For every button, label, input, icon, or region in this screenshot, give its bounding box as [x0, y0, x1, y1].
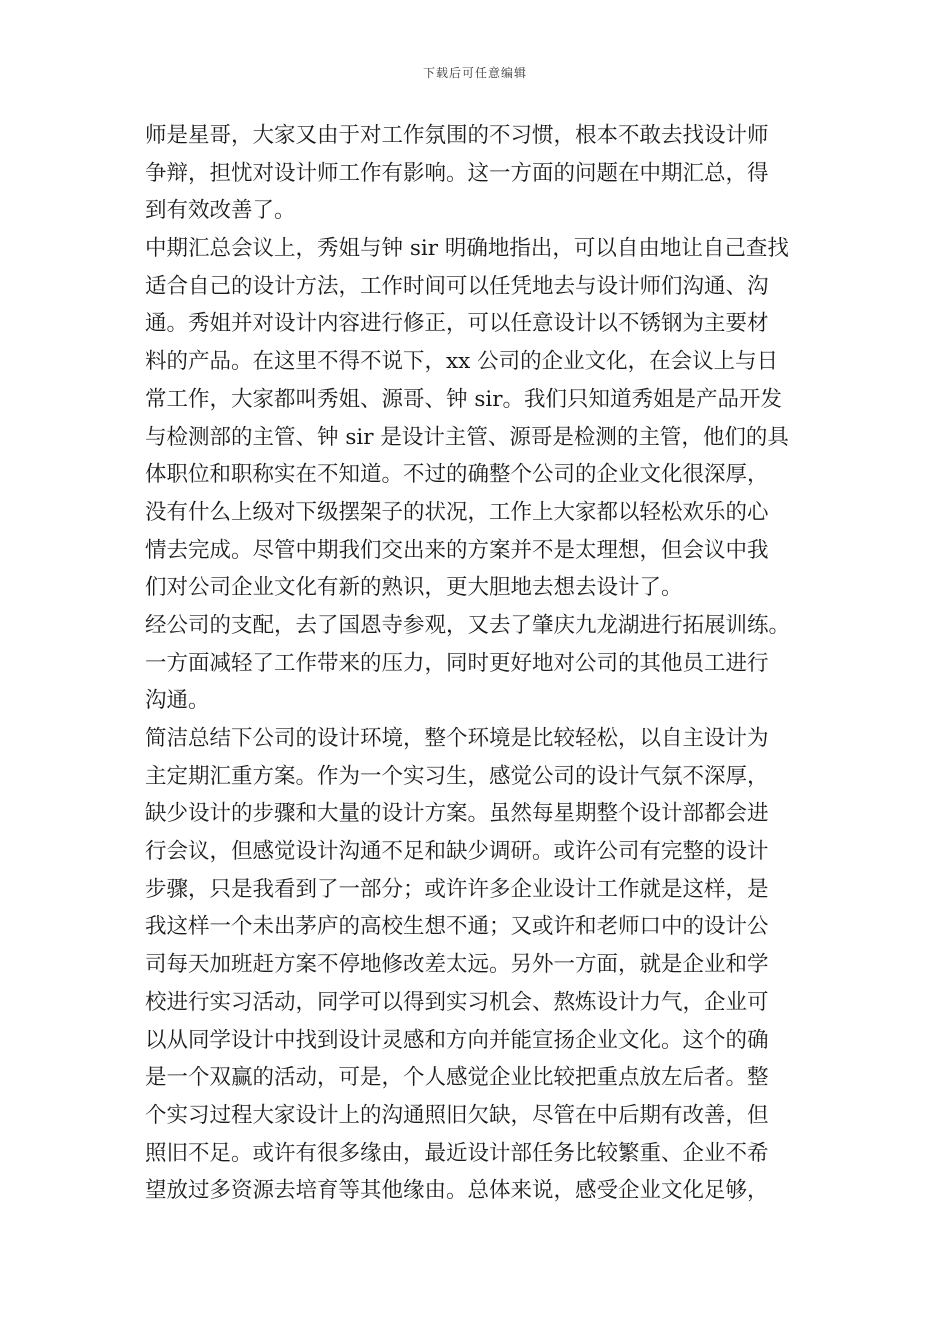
body-text [145, 117, 815, 1210]
text-line: 适合自己的设计方法，工作时间可以任凭地去与设计师们沟通、沟 [145, 273, 769, 299]
text-line: 没有什么上级对下级摆架子的状况，工作上大家都以轻松欢乐的心 [145, 499, 769, 525]
text-line: 我这样一个未出茅庐的高校生想不通；又或许和老师口中的设计公 [145, 914, 769, 940]
text-line: 争辩，担忧对设计师工作有影响。这一方面的问题在中期汇总，得 [145, 160, 769, 186]
text-line: 情去完成。尽管中期我们交出来的方案并不是太理想，但会议中我 [145, 537, 769, 563]
text-line: 行会议，但感觉设计沟通不足和缺少调研。或许公司有完整的设计 [145, 839, 769, 865]
text-line: 到有效改善了。 [145, 198, 296, 224]
text-line: 步骤，只是我看到了一部分；或许许多企业设计工作就是这样，是 [145, 876, 769, 902]
text-line: 通。秀姐并对设计内容进行修正，可以任意设计以不锈钢为主要材 [145, 311, 769, 337]
text-line: 一方面减轻了工作带来的压力，同时更好地对公司的其他员工进行 [145, 650, 769, 676]
text-line: 经公司的支配，去了国恩寺参观，又去了肇庆九龙湖进行拓展训练。 [145, 612, 791, 638]
text-line: 照旧不足。或许有很多缘由，最近设计部任务比较繁重、企业不希 [145, 1140, 769, 1166]
text-line: 与检测部的主管、钟 sir 是设计主管、源哥是检测的主管，他们的具 [145, 424, 789, 450]
text-line: 望放过多资源去培育等其他缘由。总体来说，感受企业文化足够， [145, 1178, 769, 1204]
text-line: 料的产品。在这里不得不说下，xx 公司的企业文化，在会议上与日 [145, 349, 779, 375]
text-line: 中期汇总会议上，秀姐与钟 sir 明确地指出，可以自由地让自己查找 [145, 236, 789, 262]
text-line: 常工作，大家都叫秀姐、源哥、钟 sir。我们只知道秀姐是产品开发 [145, 386, 783, 412]
page-header: 下载后可任意编辑 [422, 66, 527, 80]
text-line: 司每天加班赶方案不停地修改差太远。另外一方面，就是企业和学 [145, 952, 769, 978]
text-line: 体职位和职称实在不知道。不过的确整个公司的企业文化很深厚， [145, 462, 769, 488]
text-line: 缺少设计的步骤和大量的设计方案。虽然每星期整个设计部都会进 [145, 801, 769, 827]
text-line: 们对公司企业文化有新的熟识，更大胆地去想去设计了。 [145, 575, 683, 601]
text-line: 以从同学设计中找到设计灵感和方向并能宣扬企业文化。这个的确 [145, 1027, 769, 1053]
text-line: 师是星哥，大家又由于对工作氛围的不习惯，根本不敢去找设计师 [145, 123, 769, 148]
text-line: 沟通。 [145, 688, 210, 714]
text-line: 个实习过程大家设计上的沟通照旧欠缺，尽管在中后期有改善，但 [145, 1102, 769, 1128]
text-line: 主定期汇重方案。作为一个实习生，感觉公司的设计气氛不深厚， [145, 763, 769, 789]
text-line: 简洁总结下公司的设计环境，整个环境是比较轻松，以自主设计为 [145, 726, 769, 751]
text-line: 是一个双赢的活动，可是，个人感觉企业比较把重点放左后者。整 [145, 1065, 769, 1091]
text-line: 校进行实习活动，同学可以得到实习机会、熬炼设计力气，企业可 [145, 989, 769, 1015]
